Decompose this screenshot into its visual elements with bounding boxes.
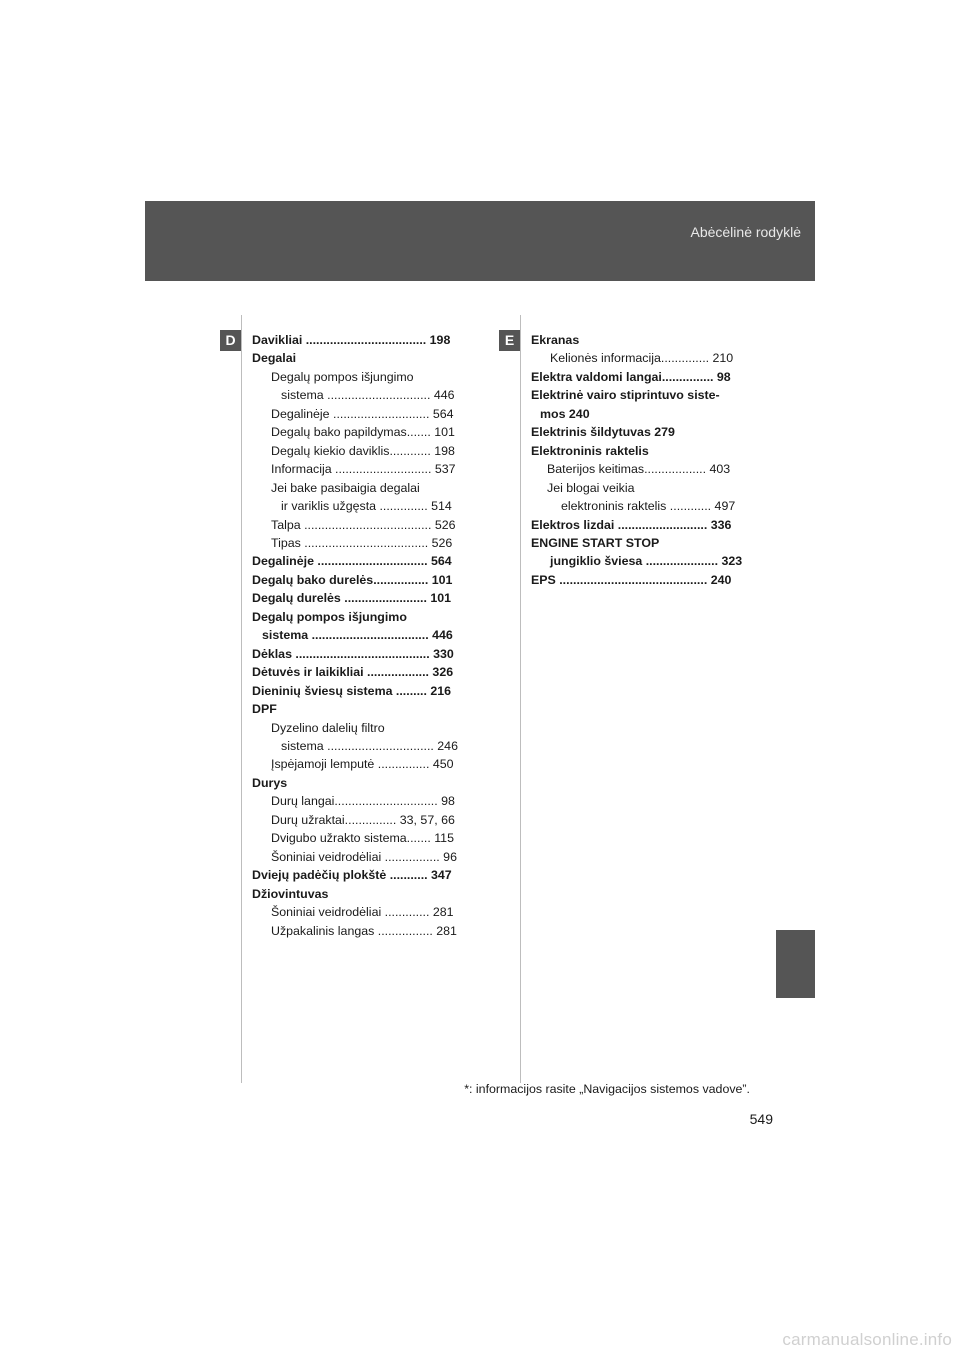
index-subentry: Šoniniai veidrodėliai ............. 281 (271, 905, 454, 920)
page-number: 549 (749, 1111, 773, 1127)
index-entry: Durys (252, 775, 288, 790)
index-subentry: Baterijos keitimas.................. 403 (547, 462, 731, 477)
index-entry: Elektra valdomi langai............... 98 (531, 369, 731, 384)
index-entry: Dieninių šviesų sistema ......... 216 (252, 683, 452, 698)
index-subentry: Kelionės informacija.............. 210 (550, 351, 734, 366)
section-title: Abėcėlinė rodyklė (690, 224, 801, 240)
index-column-d (252, 331, 458, 940)
index-entry: Degalinėje ................................ 564 (252, 554, 452, 569)
index-entry: Dviejų padėčių plokštė ........... 347 (252, 868, 452, 883)
index-column-e (531, 331, 742, 589)
index-subentry: Užpakalinis langas ................ 281 (271, 923, 457, 938)
index-entry: Džiovintuvas (252, 886, 329, 901)
index-entry: Dėklas ....................................... 330 (252, 646, 454, 661)
index-entry: Davikliai ................................... 198 (252, 333, 451, 347)
watermark: carmanualsonline.info (782, 1330, 952, 1349)
index-entry: DPF (252, 702, 277, 717)
index-entry: Elektroninis raktelis (531, 443, 649, 458)
index-entry: Degalų pompos išjungimo (252, 609, 407, 624)
chapter-side-tab (776, 930, 815, 998)
index-entry: EPS ........................................... 240 (531, 572, 732, 587)
index-subentry: Durų langai.............................. 98 (271, 794, 455, 809)
index-subentry: elektroninis raktelis ............ 497 (561, 499, 736, 514)
letter-marker-d: D (220, 330, 241, 351)
index-entry: sistema .................................. 446 (262, 628, 453, 643)
index-entry: Elektrinis šildytuvas 279 (531, 425, 675, 440)
footnote: *: informacijos rasite „Navigacijos sistemos vadove”. (464, 1082, 750, 1096)
index-subentry: Degalų bako papildymas....... 101 (271, 425, 455, 440)
index-subentry: ir variklis užgęsta .............. 514 (281, 499, 452, 514)
index-subentry: Dyzelino dalelių filtro (271, 720, 385, 735)
index-entry: Elektros lizdai .......................... 336 (531, 517, 732, 532)
index-entry: Ekranas (531, 333, 580, 347)
right-column-rule (520, 315, 521, 1083)
index-subentry: Jei blogai veikia (547, 480, 635, 495)
index-subentry: Jei bake pasibaigia degalai (271, 480, 420, 495)
index-subentry: Degalų kiekio daviklis............ 198 (271, 443, 455, 458)
index-entry: Degalai (252, 351, 297, 366)
index-subentry: Įspėjamoji lemputė ............... 450 (271, 757, 454, 772)
index-entry: ENGINE START STOP (531, 535, 660, 550)
index-entry: Elektrinė vairo stiprintuvo siste- (531, 388, 720, 403)
index-subentry: Durų užraktai............... 33, 57, 66 (271, 812, 455, 827)
left-column-rule (241, 315, 242, 1083)
index-entry: Degalų durelės ........................ 101 (252, 591, 452, 606)
index-subentry: Šoniniai veidrodėliai ................ 96 (271, 849, 457, 864)
index-entry: Degalų bako durelės................ 101 (252, 572, 453, 587)
index-subentry: Dvigubo užrakto sistema....... 115 (271, 831, 454, 846)
index-subentry: Tipas .................................... 526 (271, 535, 453, 550)
index-entry: Dėtuvės ir laikikliai .................. 326 (252, 665, 454, 680)
index-subentry: Talpa ..................................... 526 (271, 517, 456, 532)
index-entry: mos 240 (540, 406, 590, 421)
letter-marker-e: E (499, 330, 520, 351)
index-subentry: Informacija ............................ 537 (271, 462, 456, 477)
index-subentry: sistema ............................... 246 (281, 738, 458, 753)
index-subentry: sistema .............................. 446 (281, 388, 455, 403)
index-subentry: Degalų pompos išjungimo (271, 369, 414, 384)
header-bar (145, 201, 815, 281)
index-subentry: Degalinėje ............................ 564 (271, 406, 454, 421)
index-entry: jungiklio šviesa ..................... 323 (550, 554, 743, 569)
